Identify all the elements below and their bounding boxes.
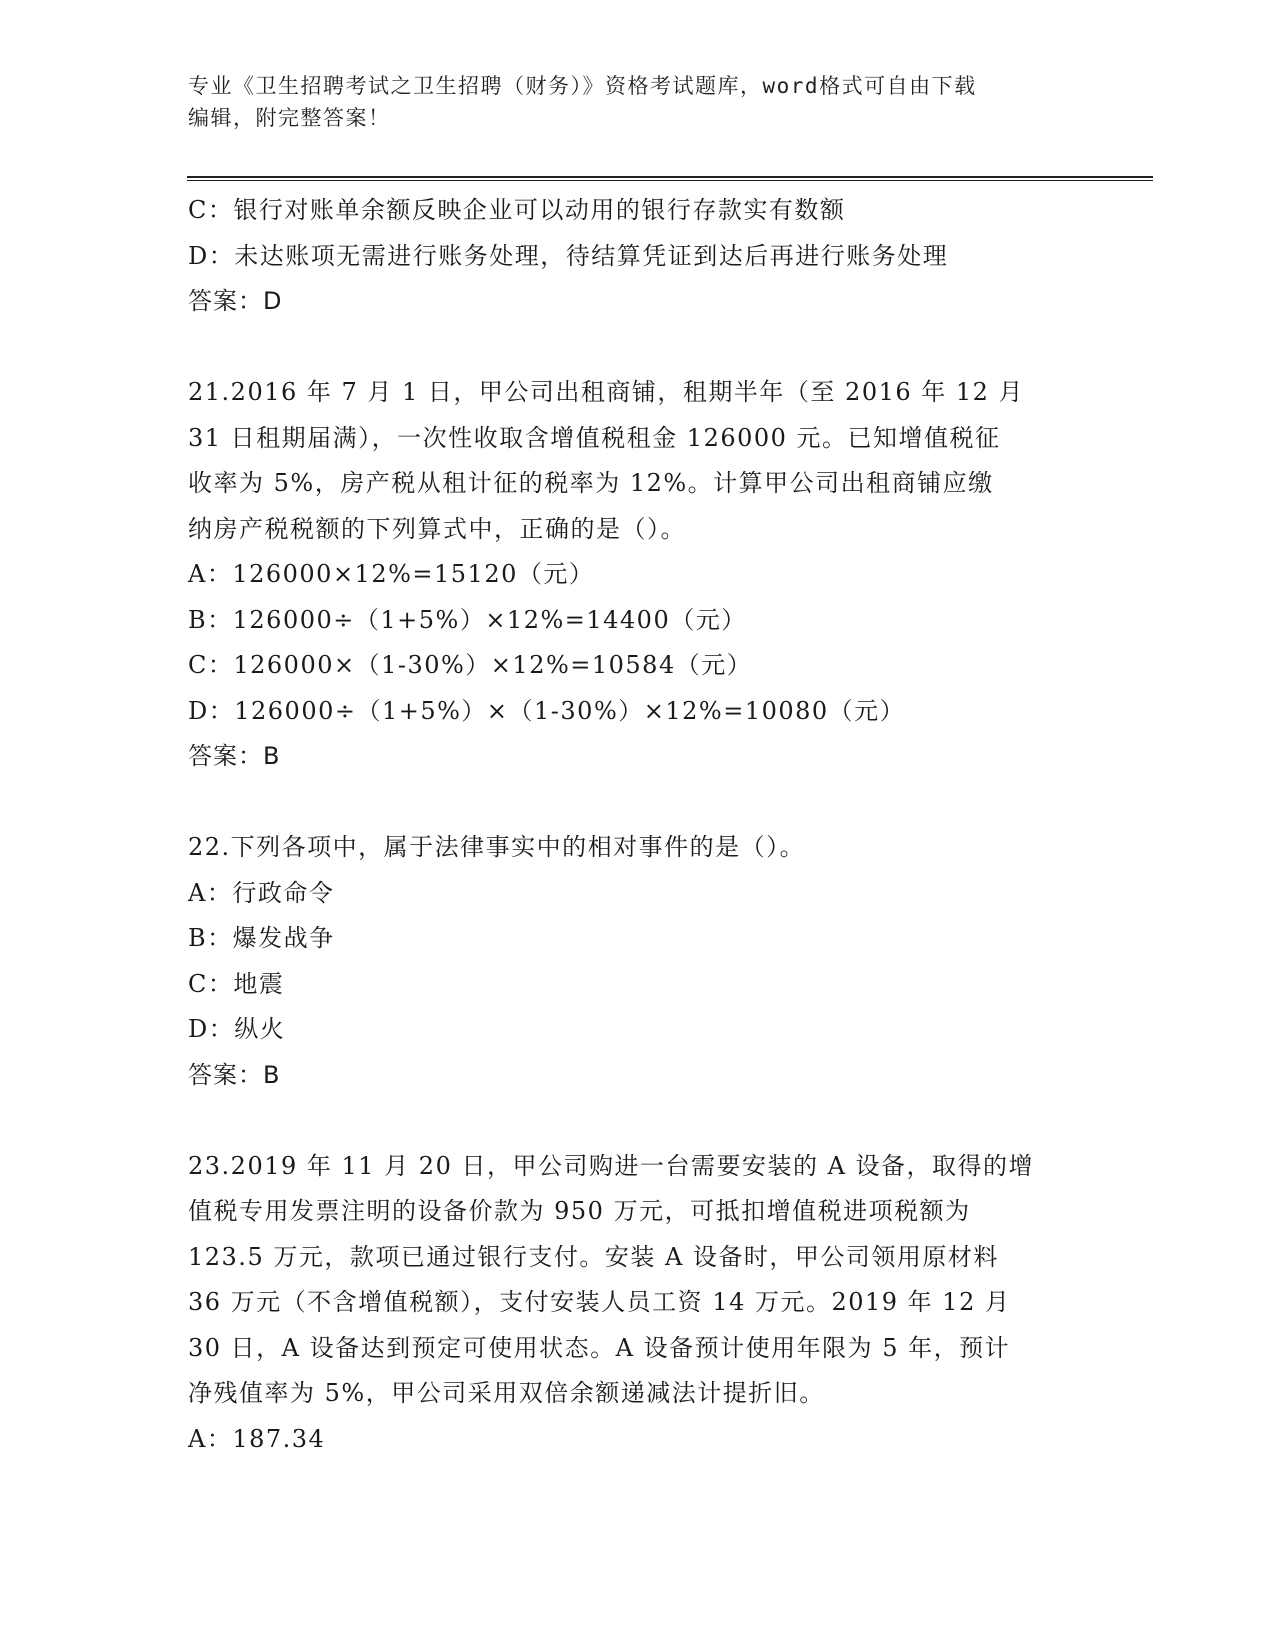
spacer <box>188 325 1088 371</box>
q22-option-c: C：地震 <box>188 969 285 998</box>
q20-answer: 答案：D <box>188 287 283 315</box>
q21-stem-line: 纳房产税税额的下列算式中，正确的是（）。 <box>188 514 686 543</box>
q22-answer: 答案：B <box>188 1060 281 1089</box>
q20-option-c: C：银行对账单余额反映企业可以动用的银行存款实有数额 <box>188 196 846 224</box>
q23-option-a: A：187.34 <box>188 1424 326 1453</box>
q23-stem-line: 23.2019 年 11 月 20 日，甲公司购进一台需要安装的 A 设备，取得的增 <box>188 1151 1035 1180</box>
q21-option-b: B：126000÷（1+5%）×12%=14400（元） <box>188 605 747 634</box>
spacer <box>188 1098 1088 1144</box>
q20-option-d: D：未达账项无需进行账务处理，待结算凭证到达后再进行账务处理 <box>188 241 949 270</box>
q23-stem-line: 123.5 万元，款项已通过银行支付。安装 A 设备时，甲公司领用原材料 <box>188 1242 999 1271</box>
q22-stem: 22.下列各项中，属于法律事实中的相对事件的是（）。 <box>188 833 806 861</box>
header-divider <box>187 176 1153 181</box>
q22-option-a: A：行政命令 <box>188 878 335 907</box>
q21-answer: 答案：B <box>188 742 281 770</box>
q21-stem-line: 收率为 5%，房产税从租计征的税率为 12%。计算甲公司出租商铺应缴 <box>188 469 994 497</box>
question-22 <box>188 825 1088 1098</box>
q21-option-a: A：126000×12%=15120（元） <box>188 560 595 588</box>
question-21 <box>188 370 1088 780</box>
q21-option-d: D：126000÷（1+5%）×（1-30%）×12%=10080（元） <box>188 696 906 725</box>
q23-stem-line: 值税专用发票注明的设备价款为 950 万元，可抵扣增值税进项税额为 <box>188 1197 971 1225</box>
document-body <box>188 188 1088 1462</box>
q23-stem-line: 30 日，A 设备达到预定可使用状态。A 设备预计使用年限为 5 年，预计 <box>188 1333 1011 1362</box>
q22-option-b: B：爆发战争 <box>188 924 335 952</box>
header-title-line2: 编辑，附完整答案！ <box>188 106 391 130</box>
document-header <box>188 70 1088 134</box>
spacer <box>188 780 1088 826</box>
question-20-continued <box>188 188 1088 325</box>
question-23 <box>188 1144 1088 1463</box>
q23-stem-line: 36 万元（不含增值税额），支付安装人员工资 14 万元。2019 年 12 月 <box>188 1288 1011 1316</box>
q21-option-c: C：126000×（1-30%）×12%=10584（元） <box>188 651 753 679</box>
q22-option-d: D：纵火 <box>188 1015 286 1043</box>
q21-stem-line: 31 日租期届满），一次性收取含增值税租金 126000 元。已知增值税征 <box>188 423 1001 452</box>
q23-stem-line: 净残值率为 5%，甲公司采用双倍余额递减法计提折旧。 <box>188 1379 825 1407</box>
header-title-line1: 专业《卫生招聘考试之卫生招聘（财务）》资格考试题库，word格式可自由下载 <box>188 74 977 98</box>
q21-stem-line: 21.2016 年 7 月 1 日，甲公司出租商铺，租期半年（至 2016 年 12 月 <box>188 378 1025 406</box>
